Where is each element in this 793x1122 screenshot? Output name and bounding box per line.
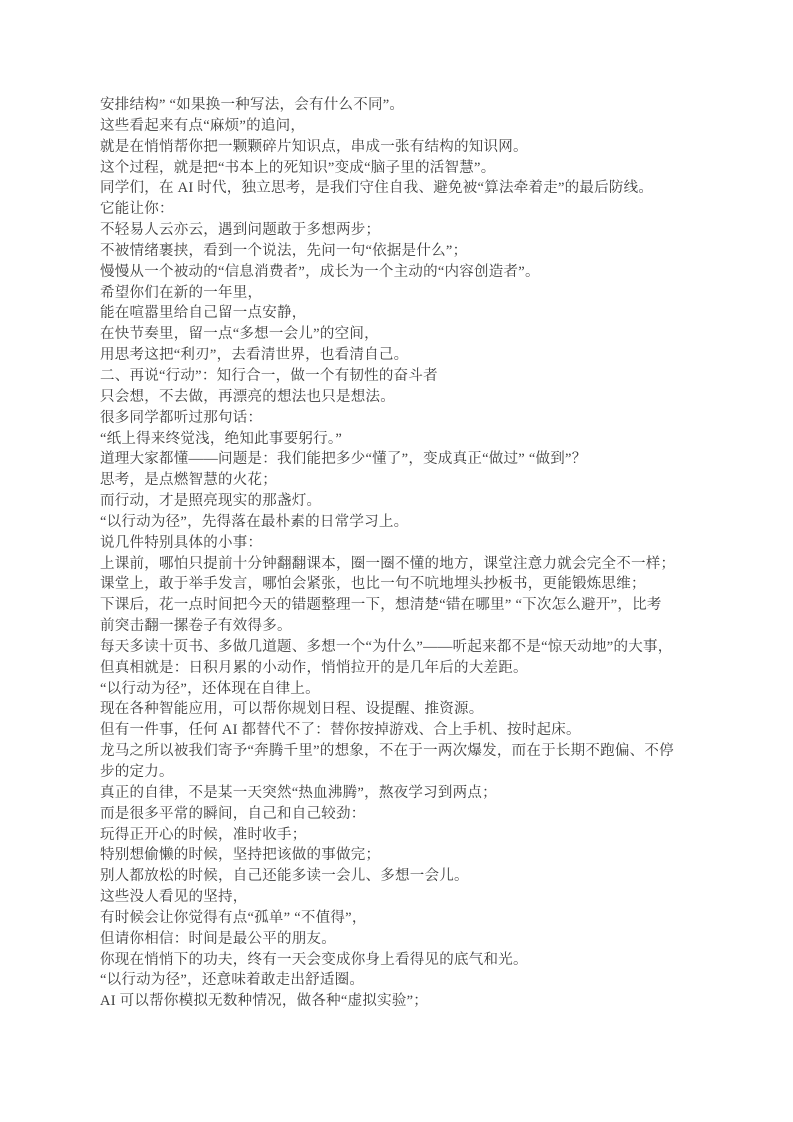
text-line: 而行动，才是照亮现实的那盏灯。	[100, 493, 322, 510]
text-line: 只会想，不去做，再漂亮的想法也只是想法。	[100, 388, 395, 405]
text-line: 道理大家都懂——问题是：我们能把多少“懂了”，变成真正“做过” “做到”？	[100, 451, 587, 468]
text-line: 慢慢从一个被动的“信息消费者”，成长为一个主动的“内容创造者”。	[100, 263, 540, 280]
text-line: 能在喧嚣里给自己留一点安静，	[100, 305, 307, 322]
text-line: “以行动为径”，先得落在最朴素的日常学习上。	[100, 513, 409, 530]
text-line: 龙马之所以被我们寄予“奔腾千里”的想象，不在于一两次爆发，而在于长期不跑偏、不停	[100, 743, 674, 760]
text-line: “以行动为径”，还意味着敢走出舒适圈。	[100, 972, 365, 989]
text-line: 二、再说“行动”：知行合一，做一个有韧性的奋斗者	[100, 367, 438, 384]
text-line: 不轻易人云亦云，遇到问题敢于多想两步；	[100, 222, 381, 239]
text-line: 不被情绪裹挟，看到一个说法，先问一句“依据是什么”；	[100, 242, 468, 259]
text-line: 同学们，在 AI 时代，独立思考，是我们守住自我、避免被“算法牵着走”的最后防线。	[100, 180, 654, 197]
text-line: 它能让你：	[100, 201, 174, 218]
text-line: 思考，是点燃智慧的火花；	[100, 472, 277, 489]
text-line: 这些没人看见的坚持，	[100, 889, 248, 906]
text-line: 现在各种智能应用，可以帮你规划日程、设提醒、推资源。	[100, 701, 484, 718]
text-line: 步的定力。	[100, 764, 174, 780]
text-line: 但有一件事，任何 AI 都替代不了：替你按掉游戏、合上手机、按时起床。	[100, 722, 581, 739]
text-line: “以行动为径”，还体现在自律上。	[100, 680, 320, 697]
text-line: 特别想偷懒的时候，坚持把该做的事做完；	[100, 847, 381, 864]
text-line: 真正的自律，不是某一天突然“热血沸腾”，熬夜学习到两点；	[100, 784, 497, 801]
text-line: 每天多读十页书、多做几道题、多想一个“为什么”——听起来都不是“惊天动地”的大事，	[100, 638, 673, 655]
text-line: 但请你相信：时间是最公平的朋友。	[100, 930, 336, 947]
text-line: 这些看起来有点“麻烦”的追问，	[100, 117, 306, 134]
text-line: AI 可以帮你模拟无数种情况，做各种“虚拟实验”；	[100, 993, 429, 1010]
text-line: 下课后，花一点时间把今天的错题整理一下，想清楚“错在哪里” “下次怎么避开”，比考	[100, 597, 662, 614]
text-line: 但真相就是：日积月累的小动作，悄悄拉开的是几年后的大差距。	[100, 659, 528, 676]
text-line: 上课前，哪怕只提前十分钟翻翻课本，圈一圈不懂的地方，课堂注意力就会完全不一样；	[100, 555, 676, 572]
text-line: 别人都放松的时候，自己还能多读一会儿、多想一会儿。	[100, 868, 469, 885]
text-line: 希望你们在新的一年里，	[100, 284, 263, 301]
text-line: 玩得正开心的时候，准时收手；	[100, 826, 307, 843]
text-line: 用思考这把“利刃”，去看清世界，也看清自己。	[100, 347, 409, 364]
text-line: 这个过程，就是把“书本上的死知识”变成“脑子里的活智慧”。	[100, 159, 496, 176]
document-text-block	[100, 95, 693, 1012]
text-line: 很多同学都听过那句话：	[100, 409, 263, 426]
text-line: 说几件特别具体的小事：	[100, 534, 263, 551]
text-line: 有时候会让你觉得有点“孤单” “不值得”，	[100, 909, 367, 926]
text-line: 安排结构” “如果换一种写法，会有什么不同”。	[100, 97, 405, 113]
text-line: 课堂上，敢于举手发言，哪怕会紧张，也比一句不吭地埋头抄板书，更能锻炼思维；	[100, 576, 646, 593]
text-line: 而是很多平常的瞬间，自己和自己较劲：	[100, 805, 366, 822]
text-line: 前突击翻一摞卷子有效得多。	[100, 618, 292, 635]
text-line: 你现在悄悄下的功夫，终有一天会变成你身上看得见的底气和光。	[100, 951, 528, 968]
text-line: “纸上得来终觉浅，绝知此事要躬行。”	[100, 430, 343, 447]
text-line: 在快节奏里，留一点“多想一会儿”的空间，	[100, 326, 379, 343]
text-line: 就是在悄悄帮你把一颗颗碎片知识点，串成一张有结构的知识网。	[100, 138, 528, 155]
